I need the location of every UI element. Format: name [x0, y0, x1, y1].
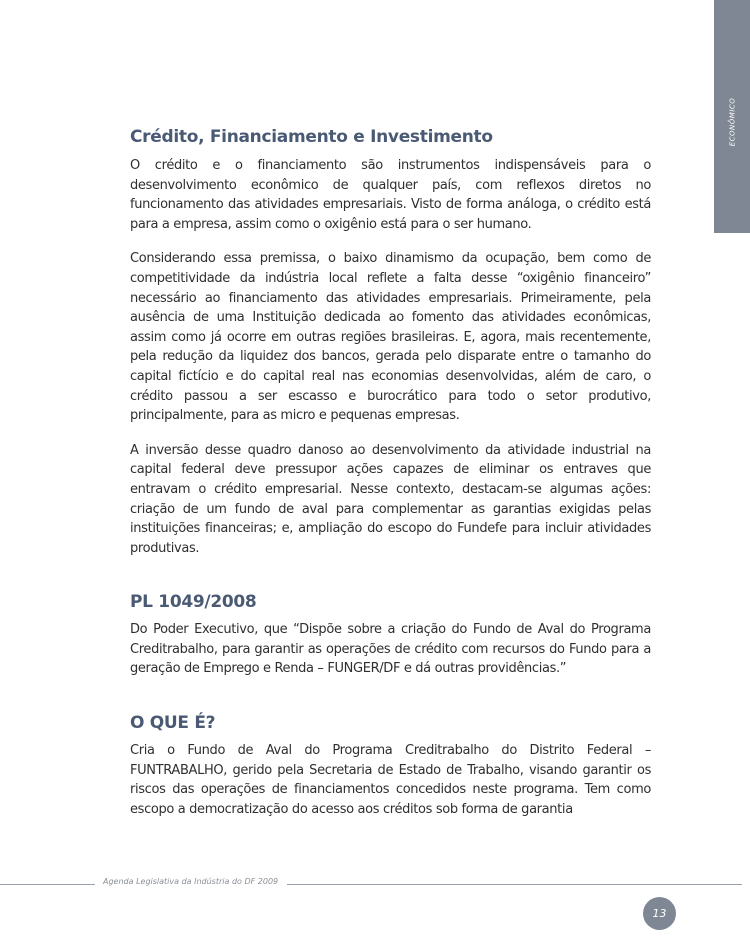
section-side-tab: [714, 0, 750, 233]
paragraph-2: Considerando essa premissa, o baixo dinamismo da ocupação, bem como de competitividade da indústria local reflete a falta desse “oxigênio financeiro” necessário ao financiamento das atividades empresariais. Primeiramente, pela ausência de uma Instituição dedicada ao fomento das atividades econômicas, assim como já ocorre em outras regiões brasileiras. E, agora, mais recentemente, pela redução da liquidez dos bancos, gerada pelo disparate entre o tamanho do capital fictício e do capital real nas economias desenvolvidas, além de caro, o crédito passou a ser escasso e burocrático para todo o setor produtivo, principalmente, para as micro e pequenas empresas.: [130, 251, 651, 424]
paragraph-3: A inversão desse quadro danoso ao desenvolvimento da atividade industrial na capital federal deve pressupor ações capazes de eliminar os entraves que entravam o crédito empresarial. Nesse contexto, destacam-se algumas ações: criação de um fundo de aval para complementar as garantias exigidas pelas instituições financeiras; e, ampliação do escopo do Fundefe para incluir atividades produtivas.: [130, 442, 651, 556]
footer-divider-left: [0, 884, 95, 885]
page-number-badge: 13: [643, 897, 676, 930]
footer-divider-right: [287, 884, 742, 885]
o-que-e-description: Cria o Fundo de Aval do Programa Creditrabalho do Distrito Federal – FUNTRABALHO, gerido pela Secretaria de Estado de Trabalho, visando garantir os riscos das operações de financiamentos concedidos neste programa. Tem como escopo a democratização do acesso aos créditos sob forma de garantia: [130, 743, 651, 817]
side-tab-label: ECONÔMICO: [728, 97, 737, 147]
section-title-credito: Crédito, Financiamento e Investimento: [130, 127, 493, 147]
section-title-o-que-e: O QUE É?: [130, 713, 216, 734]
paragraph-1: O crédito e o financiamento são instrumentos indispensáveis para o desenvolvimento econômico de qualquer país, com reflexos diretos no funcionamento das atividades empresariais. Visto de forma análoga, o crédito está para a empresa, assim como o oxigênio está para o ser humano.: [130, 158, 651, 232]
pl-description: Do Poder Executivo, que “Dispõe sobre a criação do Fundo de Aval do Programa Creditrabalho, para garantir as operações de crédito com recursos do Fundo para a geração de Emprego e Renda – FUNGER/DF e dá outras providências.”: [130, 622, 651, 677]
section-title-pl: PL 1049/2008: [130, 592, 257, 613]
side-tab-label-wrap: [717, 92, 747, 152]
footer-publication-title: Agenda Legislativa da Indústria do DF 2009: [103, 877, 279, 886]
page-content: [130, 125, 651, 819]
